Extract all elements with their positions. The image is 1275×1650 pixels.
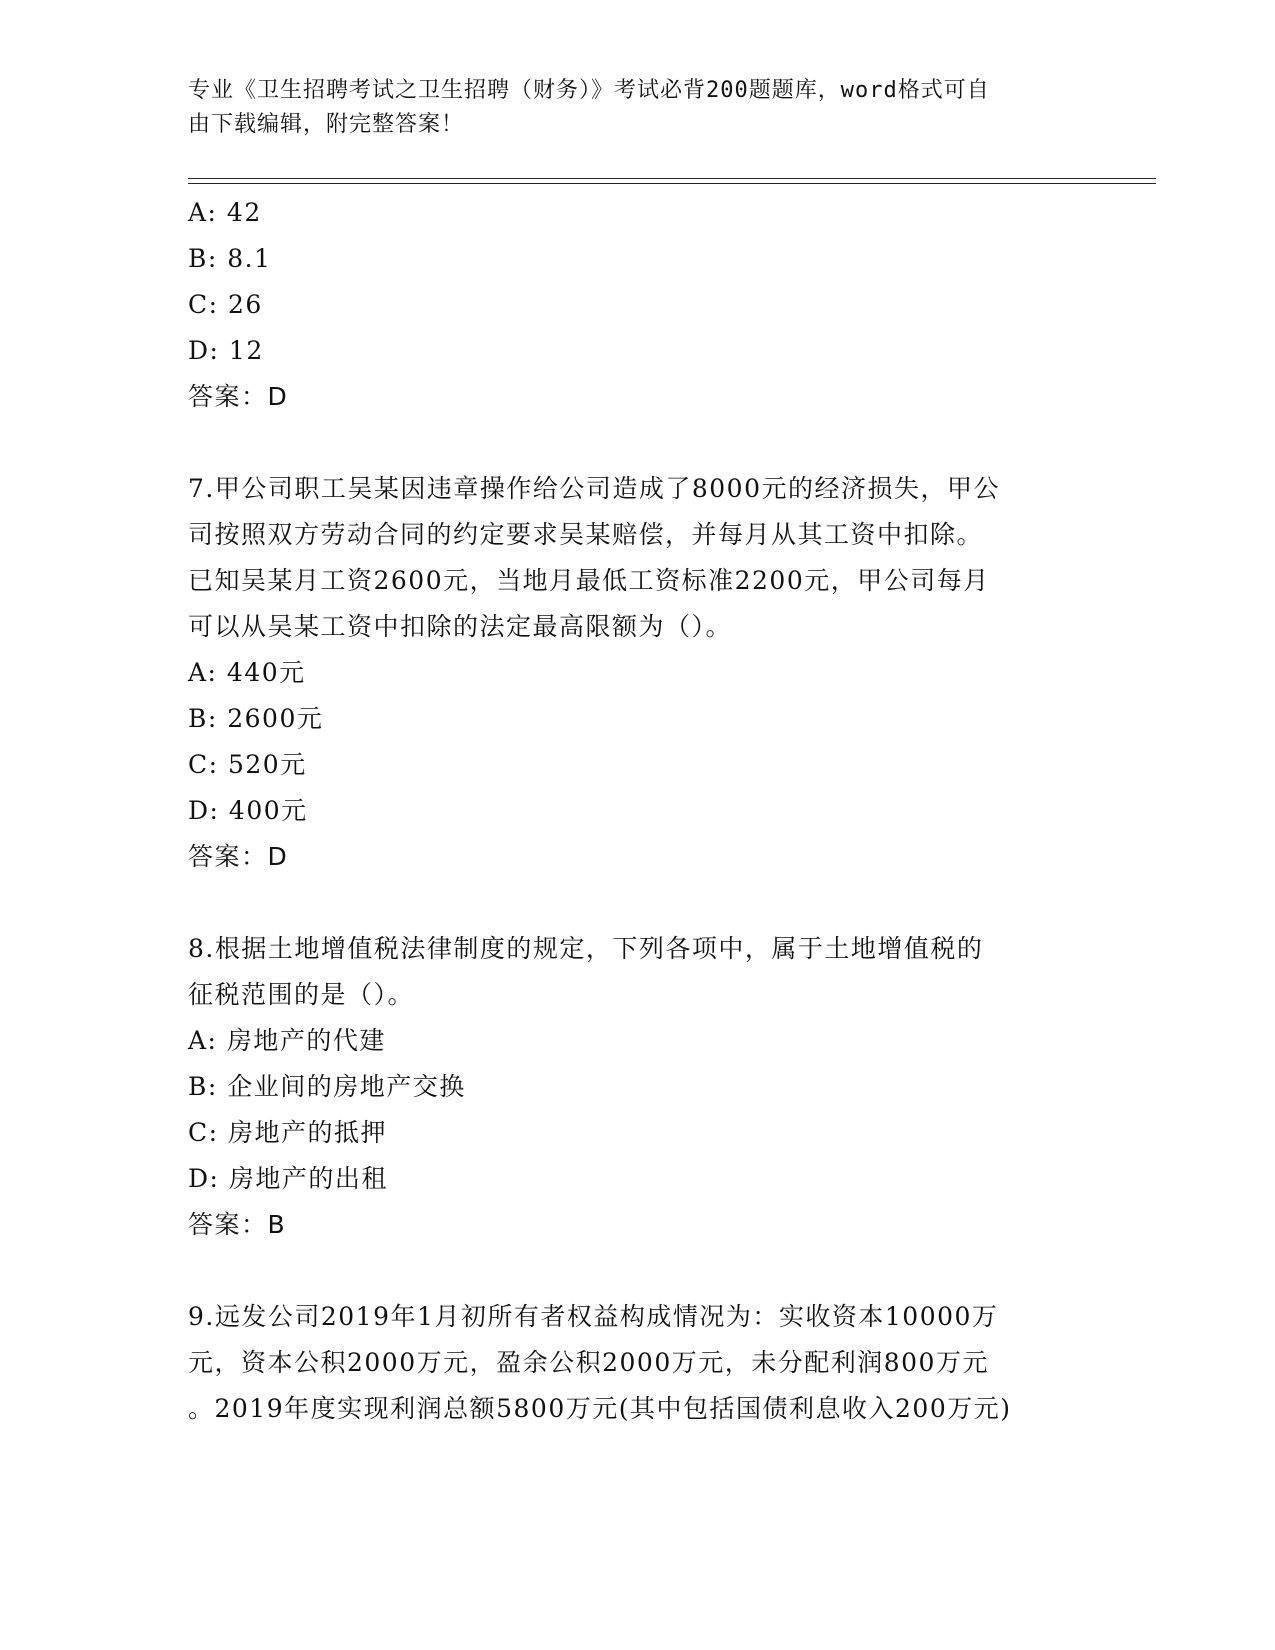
option-b: B: 企业间的房地产交换	[188, 1072, 466, 1101]
option-a: A: 42	[188, 198, 262, 227]
answer: 答案：D	[188, 382, 289, 411]
option-d: D: 12	[188, 336, 264, 365]
answer: 答案：D	[188, 842, 289, 871]
question-line: 7.甲公司职工吴某因违章操作给公司造成了8000元的经济损失，甲公	[188, 474, 1000, 503]
header-line-2: 由下载编辑，附完整答案！	[188, 112, 465, 137]
option-a: A: 440元	[188, 658, 306, 687]
question-text	[188, 926, 1088, 1018]
option-c: C: 520元	[188, 750, 307, 779]
option-d: D: 房地产的出租	[188, 1164, 388, 1193]
question-6	[188, 190, 1088, 420]
question-line: 。2019年度实现利润总额5800万元(其中包括国债利息收入200万元)	[188, 1394, 1012, 1423]
question-text	[188, 1294, 1088, 1432]
question-line: 元，资本公积2000万元，盈余公积2000万元，未分配利润800万元	[188, 1348, 989, 1377]
question-line: 8.根据土地增值税法律制度的规定，下列各项中，属于土地增值税的	[188, 934, 984, 963]
question-9	[188, 1294, 1088, 1432]
spacer	[188, 420, 1088, 466]
question-8	[188, 926, 1088, 1248]
answer: 答案：B	[188, 1210, 287, 1239]
option-d: D: 400元	[188, 796, 308, 825]
question-line: 司按照双方劳动合同的约定要求吴某赔偿，并每月从其工资中扣除。	[188, 520, 984, 549]
spacer	[188, 1248, 1088, 1294]
header-rule-top	[188, 178, 1156, 179]
option-b: B: 2600元	[188, 704, 324, 733]
option-b: B: 8.1	[188, 244, 272, 273]
header-rule-bottom	[188, 183, 1156, 184]
question-line: 征税范围的是（）。	[188, 980, 415, 1009]
question-text	[188, 466, 1088, 650]
option-c: C: 房地产的抵押	[188, 1118, 387, 1147]
spacer	[188, 880, 1088, 926]
question-line: 可以从吴某工资中扣除的法定最高限额为（）。	[188, 612, 733, 641]
question-line: 已知吴某月工资2600元，当地月最低工资标准2200元，甲公司每月	[188, 566, 990, 595]
document-header	[188, 74, 1068, 142]
header-line-1: 专业《卫生招聘考试之卫生招聘（财务）》考试必背200题题库，word格式可自	[188, 78, 990, 103]
option-c: C: 26	[188, 290, 263, 319]
question-7	[188, 466, 1088, 880]
question-line: 9.远发公司2019年1月初所有者权益构成情况为：实收资本10000万	[188, 1302, 999, 1331]
option-a: A: 房地产的代建	[188, 1026, 386, 1055]
question-list	[188, 190, 1088, 1432]
